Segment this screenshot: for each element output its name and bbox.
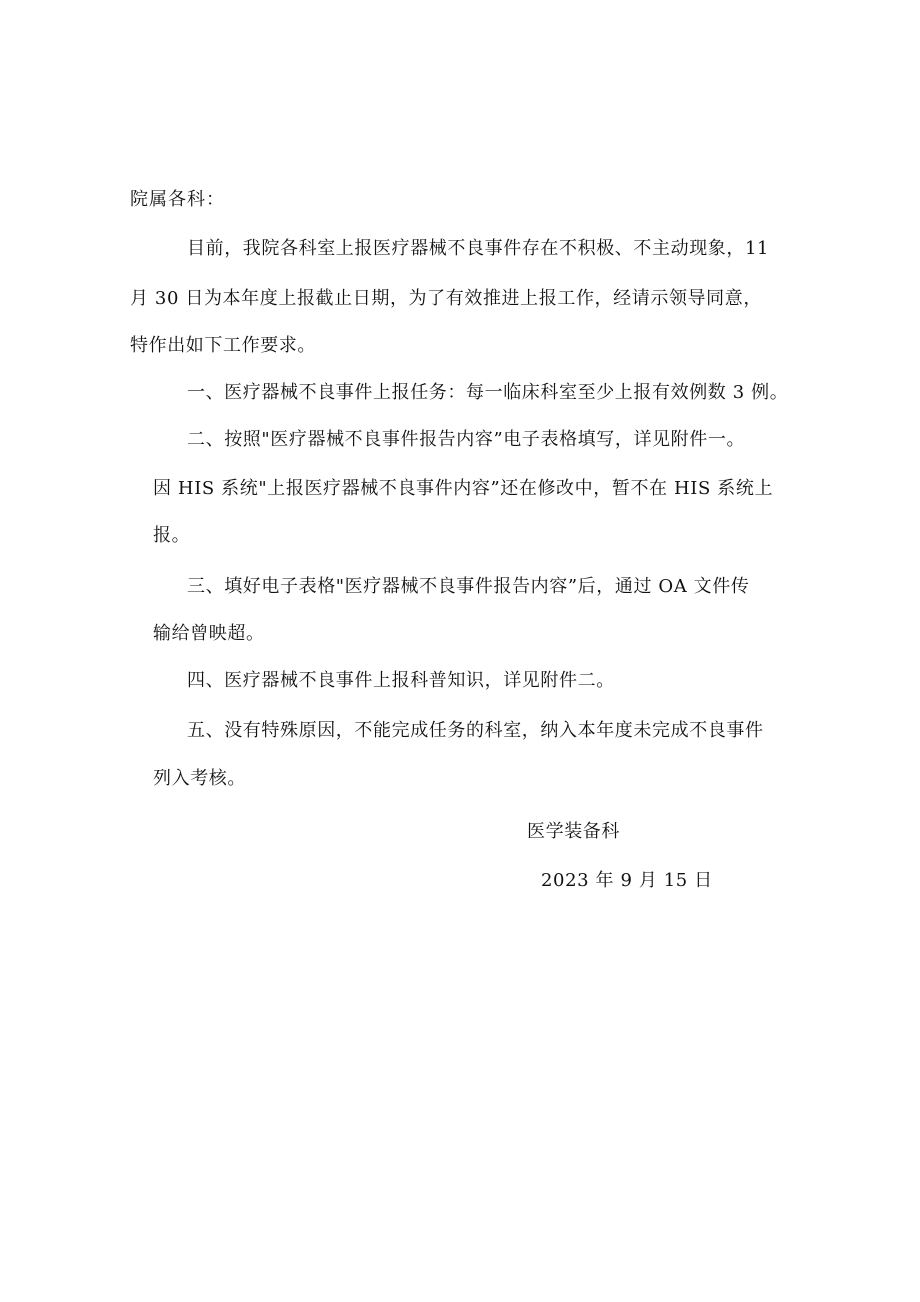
paragraph-line: 特作出如下工作要求。 <box>130 335 316 356</box>
paragraph-line: 三、填好电子表格"医疗器械不良事件报告内容”后，通过 OA 文件传 <box>187 576 750 597</box>
paragraph-line: 二、按照"医疗器械不良事件报告内容”电子表格填写，详见附件一。 <box>187 429 746 450</box>
paragraph-line: 月 30 日为本年度上报截止日期，为了有效推进上报工作，经请示领导同意， <box>130 288 762 309</box>
signature-department: 医学装备科 <box>527 821 620 842</box>
paragraph-line: 五、没有特殊原因，不能完成任务的科室，纳入本年度未完成不良事件 <box>187 720 764 741</box>
paragraph-line: 输给曾映超。 <box>153 623 265 644</box>
requirement-item-4: 四、医疗器械不良事件上报科普知识，详见附件二。 <box>187 670 615 691</box>
document-date: 2023 年 9 月 15 日 <box>541 870 713 891</box>
paragraph-line: 因 HIS 系统"上报医疗器械不良事件内容”还在修改中，暂不在 HIS 系统上 <box>153 478 774 499</box>
paragraph-line: 列入考核。 <box>153 768 246 789</box>
salutation: 院属各科： <box>130 189 225 210</box>
paragraph-line: 报。 <box>153 525 191 546</box>
requirement-item-1: 一、医疗器械不良事件上报任务：每一临床科室至少上报有效例数 3 例。 <box>187 382 789 403</box>
paragraph-line: 目前，我院各科室上报医疗器械不良事件存在不积极、不主动现象，11 <box>187 238 770 259</box>
